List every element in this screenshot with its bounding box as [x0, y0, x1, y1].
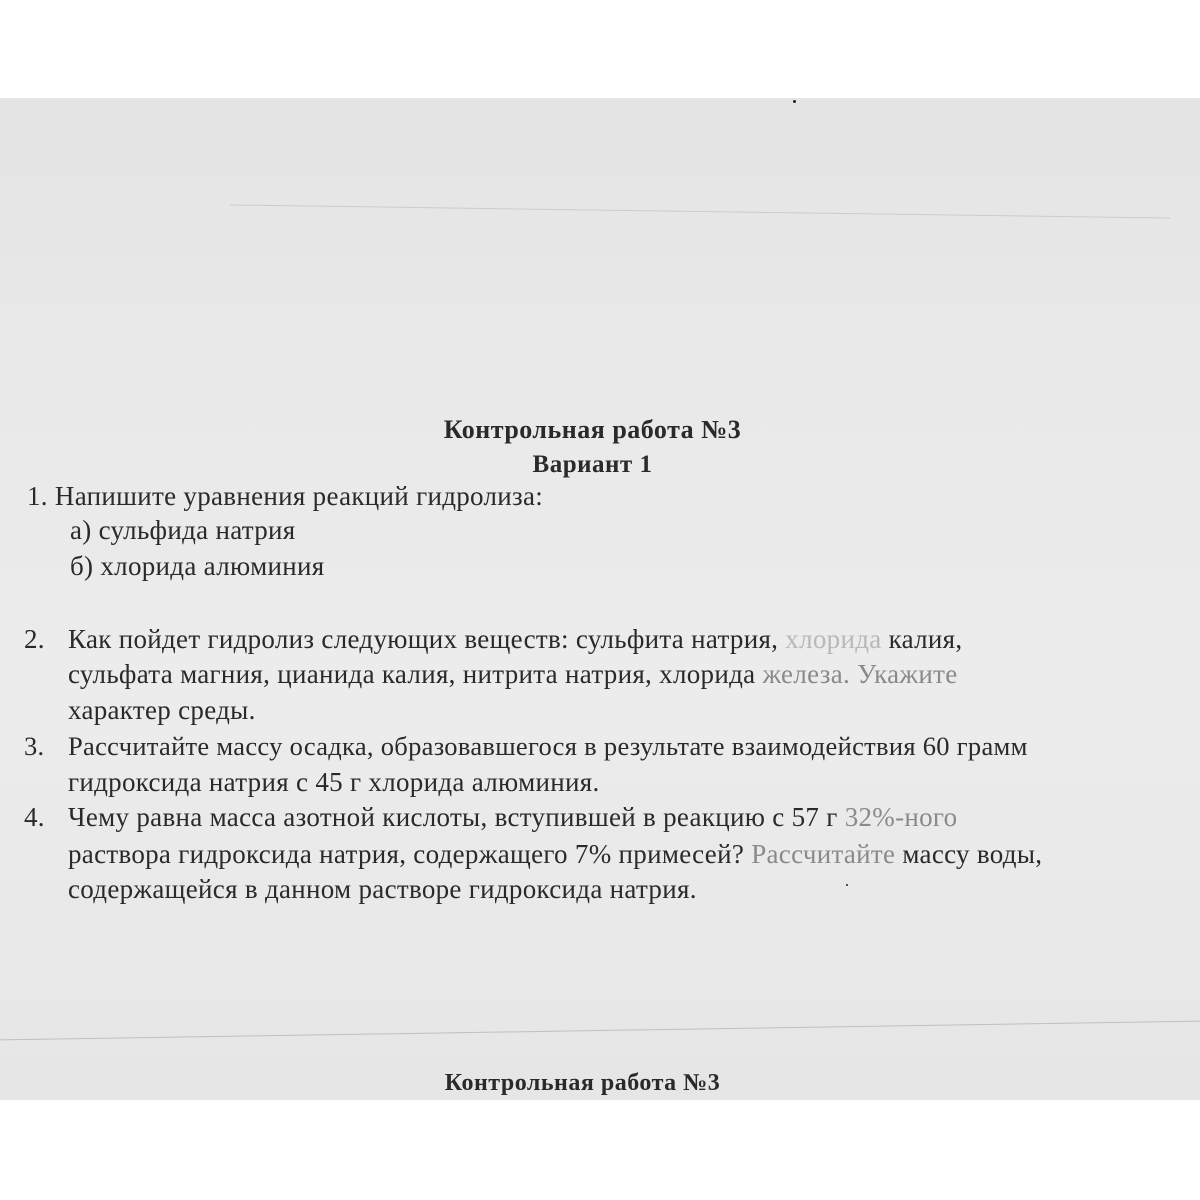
fold-line	[0, 1021, 1200, 1041]
question-3	[24, 731, 1028, 762]
question-4-line-3: содержащейся в данном растворе гидроксида натрия.	[68, 874, 697, 904]
question-4	[24, 802, 957, 833]
question-text: Как пойдет гидролиз следующих веществ: сульфита натрия,	[68, 624, 779, 654]
question-1	[27, 481, 543, 512]
question-text: сульфата магния, цианида калия, нитрита натрия, хлорида	[68, 659, 756, 689]
page-title: Контрольная работа №3	[443, 415, 742, 444]
sub-item-b: б) хлорида алюминия	[70, 551, 325, 581]
speck	[793, 100, 796, 103]
question-text: Напишите уравнения реакций гидролиза:	[54, 481, 544, 511]
fold-line	[230, 204, 1170, 218]
question-4-line-2	[68, 839, 1042, 870]
question-number: 3.	[24, 731, 45, 761]
question-text: калия,	[888, 624, 963, 654]
question-text: Рассчитайте массу осадка, образовавшегося в результате взаимодействия 60 грамм	[68, 731, 1028, 761]
question-2-line-3: характер среды.	[68, 695, 256, 725]
sub-item-a: а) сульфида натрия	[70, 515, 296, 545]
question-text: раствора гидроксида натрия, содержащего 7% примесей?	[68, 839, 745, 869]
question-2-line-2	[68, 659, 958, 690]
faded-text: Рассчитайте	[751, 839, 896, 869]
faded-text: железа. Укажите	[762, 659, 958, 689]
question-3-line-2: гидроксида натрия с 45 г хлорида алюминия.	[68, 767, 600, 797]
faded-text: хлорида	[785, 624, 882, 654]
question-number: 4.	[24, 802, 45, 832]
speck	[846, 884, 848, 886]
next-page-title: Контрольная работа №3	[444, 1070, 721, 1096]
question-number: 2.	[24, 624, 45, 654]
variant-title: Вариант 1	[532, 451, 653, 478]
faded-text: 32%-ного	[844, 802, 958, 832]
question-text: массу воды,	[902, 839, 1043, 869]
question-text: Чему равна масса азотной кислоты, вступившей в реакцию с 57 г	[68, 802, 838, 832]
paper-sheet	[0, 98, 1200, 1100]
question-2	[24, 624, 962, 655]
question-number: 1.	[27, 481, 48, 511]
